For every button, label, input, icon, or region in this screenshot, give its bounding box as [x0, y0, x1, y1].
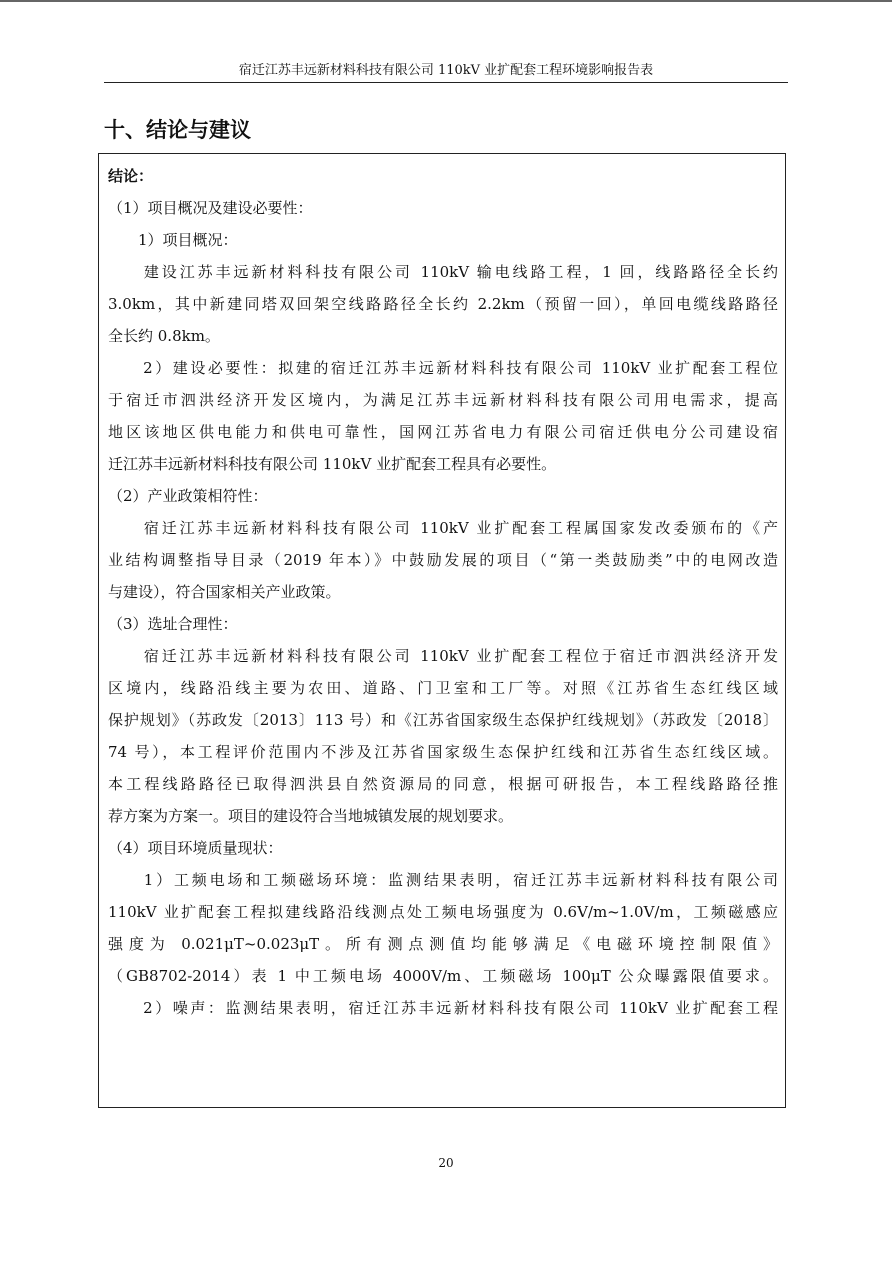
paragraph-line: 74 号），本工程评价范围内不涉及江苏省国家级生态保护红线和江苏省生态红线区域。: [108, 743, 778, 761]
section-title: 十、结论与建议: [104, 118, 251, 142]
heading-project-overview: （1）项目概况及建设必要性：: [108, 199, 313, 217]
header-rule: [104, 82, 788, 83]
paragraph-line: （GB8702-2014）表 1 中工频电场 4000V/m、工频磁场 100μT 公众曝露限值要求。: [108, 967, 778, 985]
paragraph-line: 于宿迁市泗洪经济开发区境内，为满足江苏丰远新材料科技有限公司用电需求，提高: [108, 391, 778, 409]
heading-site-selection: （3）选址合理性：: [108, 615, 238, 633]
paragraph-line: 本工程线路路径已取得泗洪县自然资源局的同意，根据可研报告，本工程线路路径推: [108, 775, 778, 793]
subheading-overview: 1）项目概况：: [108, 231, 238, 249]
paragraph-line: 1）工频电场和工频磁场环境：监测结果表明，宿迁江苏丰远新材料科技有限公司: [108, 871, 778, 889]
paragraph-line: 2）噪声：监测结果表明，宿迁江苏丰远新材料科技有限公司 110kV 业扩配套工程: [108, 999, 778, 1017]
paragraph-line: 全长约 0.8km。: [108, 327, 220, 345]
conclusion-label: 结论：: [108, 167, 154, 185]
paragraph-line: 荐方案为方案一。项目的建设符合当地城镇发展的规划要求。: [108, 807, 514, 825]
paragraph-line: 宿迁江苏丰远新材料科技有限公司 110kV 业扩配套工程位于宿迁市泗洪经济开发: [108, 647, 778, 665]
paragraph-line: 110kV 业扩配套工程拟建线路沿线测点处工频电场强度为 0.6V/m~1.0V/m，工频磁感应: [108, 903, 778, 921]
paragraph-line: 与建设），符合国家相关产业政策。: [108, 583, 341, 601]
paragraph-line: 2）建设必要性：拟建的宿迁江苏丰远新材料科技有限公司 110kV 业扩配套工程位: [108, 359, 778, 377]
conclusion-body: [108, 160, 778, 1024]
paragraph-line: 建设江苏丰远新材料科技有限公司 110kV 输电线路工程，1 回，线路路径全长约: [108, 263, 778, 281]
conclusion-box: [98, 153, 786, 1108]
paragraph-line: 3.0km，其中新建同塔双回架空线路路径全长约 2.2km（预留一回），单回电缆线路路径: [108, 295, 778, 313]
paragraph-line: 区境内，线路沿线主要为农田、道路、门卫室和工厂等。对照《江苏省生态红线区域: [108, 679, 778, 697]
paragraph-line: 迁江苏丰远新材料科技有限公司 110kV 业扩配套工程具有必要性。: [108, 455, 557, 473]
paragraph-line: 保护规划》（苏政发〔2013〕113 号）和《江苏省国家级生态保护红线规划》（苏政发〔2018〕: [108, 711, 778, 729]
page-number: 20: [438, 1156, 454, 1170]
heading-environment-status: （4）项目环境质量现状：: [108, 839, 283, 857]
paragraph-line: 强度为 0.021μT~0.023μT。所有测点测值均能够满足《电磁环境控制限值》: [108, 935, 778, 953]
paragraph-line: 宿迁江苏丰远新材料科技有限公司 110kV 业扩配套工程属国家发改委颁布的《产: [108, 519, 778, 537]
page-top-border: [0, 0, 892, 2]
running-header: 宿迁江苏丰远新材料科技有限公司 110kV 业扩配套工程环境影响报告表: [238, 63, 654, 78]
paragraph-line: 地区该地区供电能力和供电可靠性，国网江苏省电力有限公司宿迁供电分公司建设宿: [108, 423, 778, 441]
paragraph-line: 业结构调整指导目录（2019 年本）》中鼓励发展的项目（“第一类鼓励类”中的电网改造: [108, 551, 778, 569]
heading-industrial-policy: （2）产业政策相符性：: [108, 487, 268, 505]
